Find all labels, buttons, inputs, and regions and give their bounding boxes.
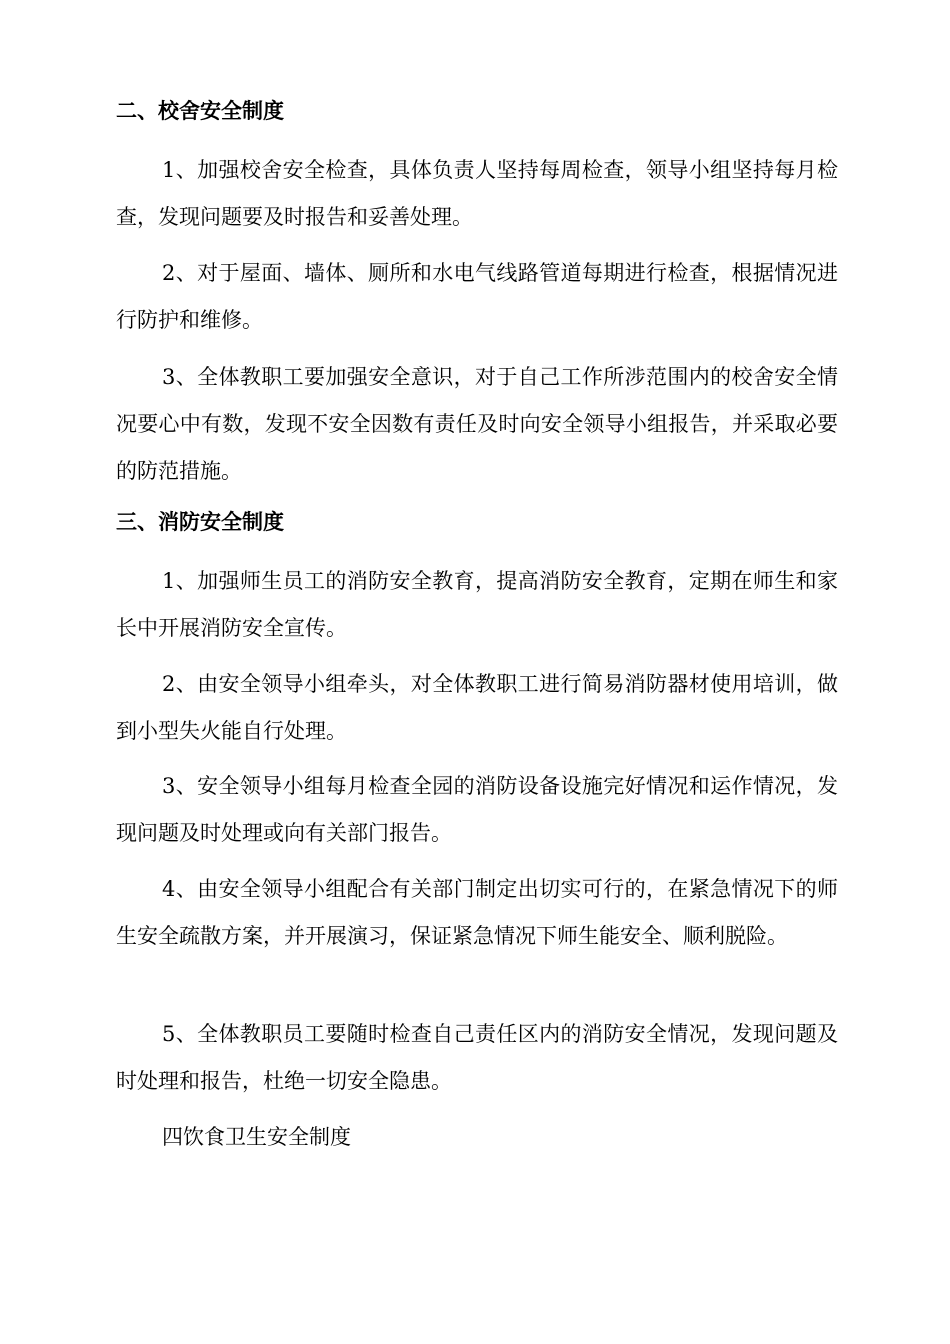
section-heading-dormitory-safety: 二、校舍安全制度: [116, 98, 284, 123]
paragraph-dormitory-2: 2、对于屋面、墙体、厕所和水电气线路管道每期进行检查，根据情况进行防护和维修。: [116, 261, 838, 332]
paragraph-fire-3: 3、安全领导小组每月检查全园的消防设备设施完好情况和运作情况，发现问题及时处理或向有关部门报告。: [116, 774, 838, 845]
section-heading-food-safety: 四饮食卫生安全制度: [162, 1125, 351, 1149]
paragraph-dormitory-3: 3、全体教职工要加强安全意识，对于自己工作所涉范围内的校舍安全情况要心中有数，发现不安全因数有责任及时向安全领导小组报告，并采取必要的防范措施。: [116, 365, 838, 483]
paragraph-fire-4: 4、由安全领导小组配合有关部门制定出切实可行的，在紧急情况下的师生安全疏散方案，并开展演习，保证紧急情况下师生能安全、顺利脱险。: [116, 877, 838, 948]
paragraph-fire-2: 2、由安全领导小组牵头，对全体教职工进行简易消防器材使用培训，做到小型失火能自行处理。: [116, 672, 838, 743]
section-heading-fire-safety: 三、消防安全制度: [116, 509, 284, 534]
paragraph-fire-1: 1、加强师生员工的消防安全教育，提高消防安全教育，定期在师生和家长中开展消防安全宣传。: [116, 569, 838, 640]
paragraph-fire-5: 5、全体教职员工要随时检查自己责任区内的消防安全情况，发现问题及时处理和报告，杜绝一切安全隐患。: [116, 1022, 838, 1093]
paragraph-dormitory-1: 1、加强校舍安全检查，具体负责人坚持每周检查，领导小组坚持每月检查，发现问题要及时报告和妥善处理。: [116, 158, 838, 229]
